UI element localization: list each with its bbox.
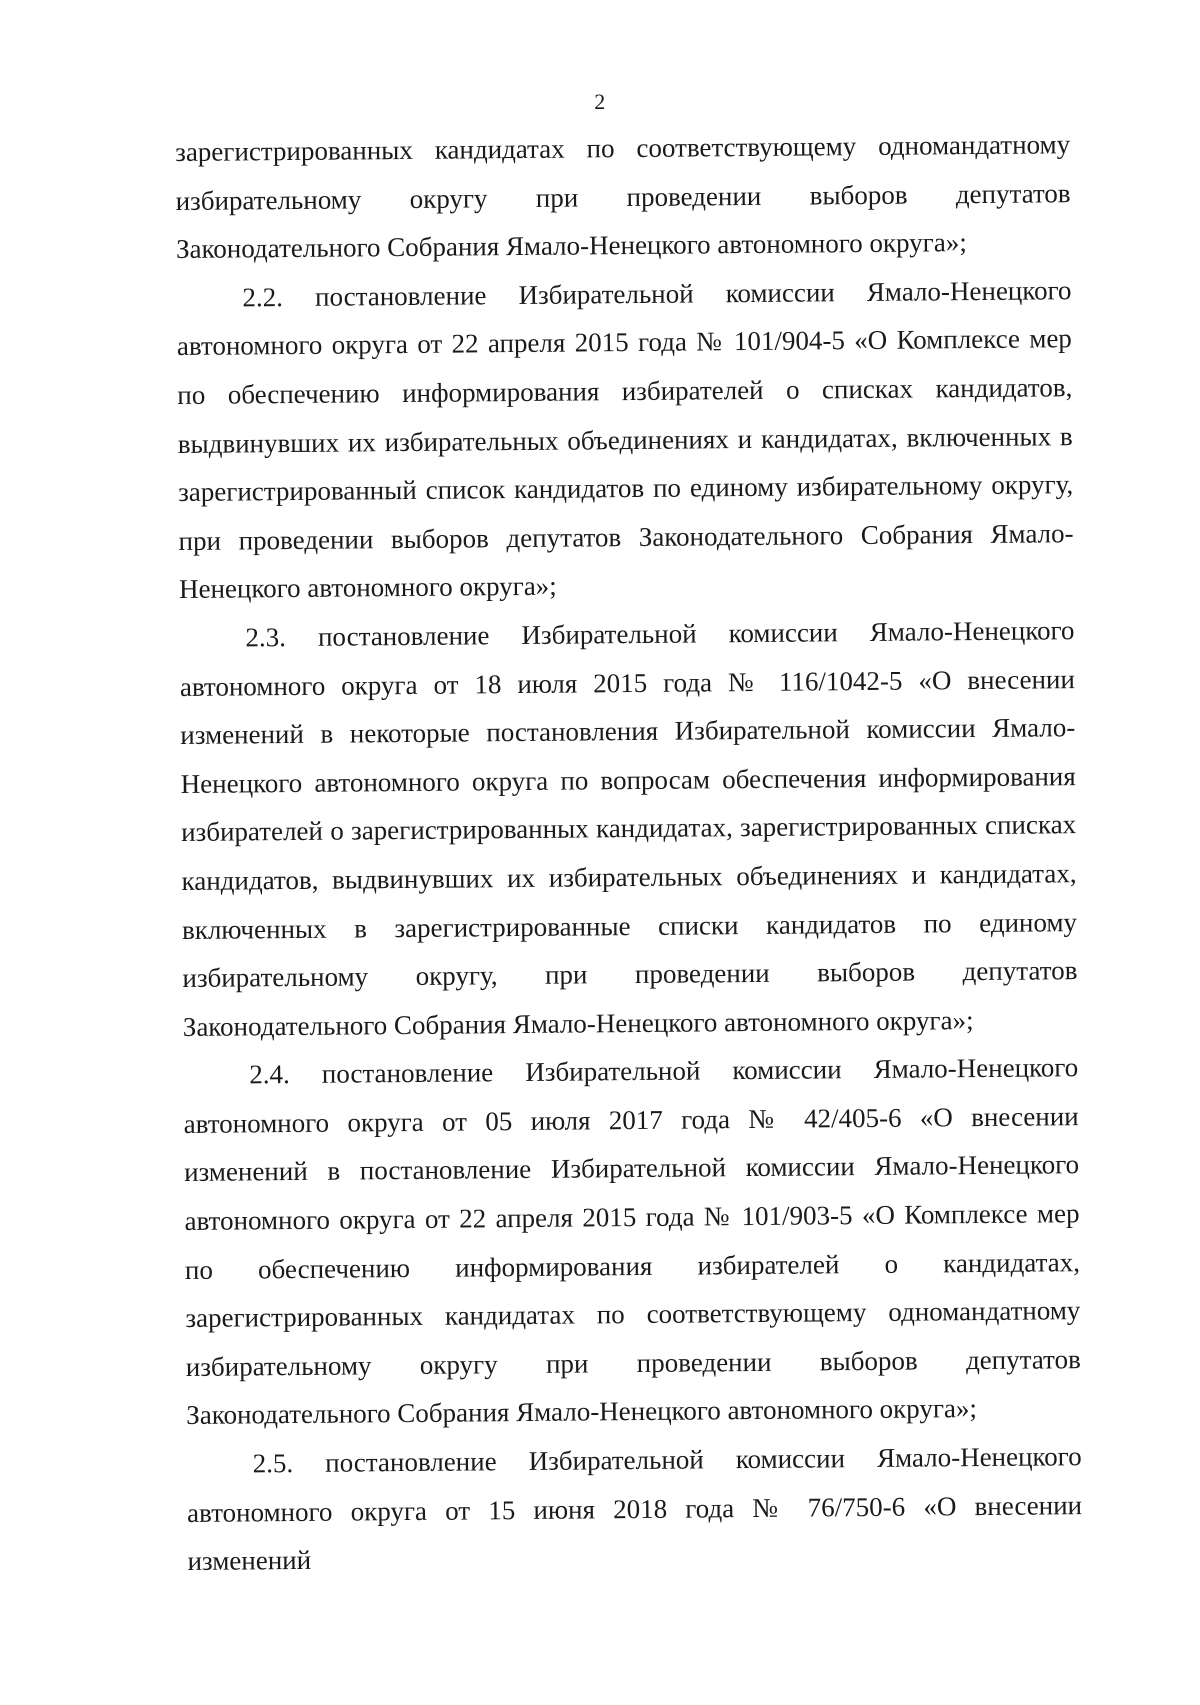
document-body — [175, 120, 1083, 1586]
paragraph-2-4: 2.4. постановление Избирательной комиссии Ямало-Ненецкого автономного округа от 05 июля 2017 года № 42/405-6 «О внесении изменений в постановление Избирательной комиссии Ямало-Ненецкого автономного округа от 22 апреля 2015 года № 101/903-5 «О Комплексе мер по обеспечению информирования избирателей о кандидатах, зарегистрированных кандидатах по соответствующему одномандатному избирательному округу при проведении выборов депутатов Законодательного Собрания Ямало-Ненецкого автономного округа»; — [183, 1052, 1081, 1431]
page-number: 2 — [594, 89, 606, 114]
paragraph-2-3: 2.3. постановление Избирательной комиссии Ямало-Ненецкого автономного округа от 18 июля 2015 года № 116/1042-5 «О внесении изменений в некоторые постановления Избирательной комиссии Ямало-Ненецкого автономного округа по вопросам обеспечения информирования избирателей о зарегистрированных кандидатах, зарегистрированных списках кандидатов, выдвинувших их избирательных объединениях и кандидатах, включенных в зарегистрированные списки кандидатов по единому избирательному округу, при проведении выборов депутатов Законодательного Собрания Ямало-Ненецкого автономного округа»; — [179, 615, 1078, 1042]
paragraph-continuation: зарегистрированных кандидатах по соответствующему одномандатному избирательному округу при проведении выборов депутатов Законодательного Собрания Ямало-Ненецкого автономного округа»; — [175, 129, 1071, 265]
paragraph-2-5: 2.5. постановление Избирательной комиссии Ямало-Ненецкого автономного округа от 15 июня 2018 года № 76/750-6 «О внесении изменений — [186, 1441, 1083, 1577]
paragraph-2-2: 2.2. постановление Избирательной комиссии Ямало-Ненецкого автономного округа от 22 апреля 2015 года № 101/904-5 «О Комплексе мер по обеспечению информирования избирателей о списках кандидатов, выдвинувших их избирательных объединениях и кандидатах, включенных в зарегистрированный список кандидатов по единому избирательному округу, при проведении выборов депутатов Законодательного Собрания Ямало-Ненецкого автономного округа»; — [176, 274, 1074, 605]
